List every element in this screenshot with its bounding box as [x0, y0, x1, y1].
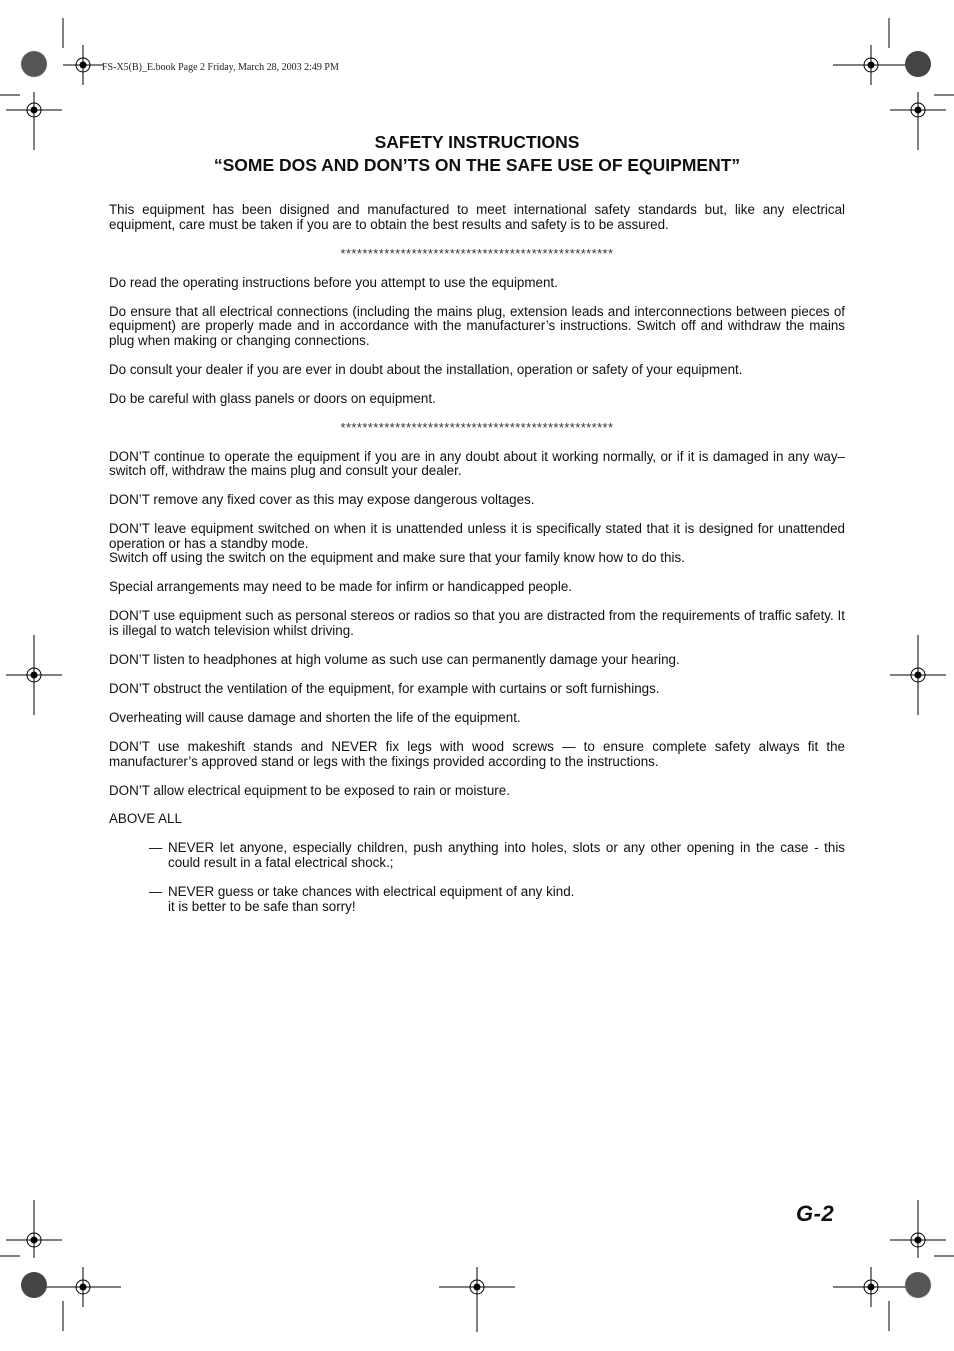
em-dash: — — [149, 884, 163, 900]
above-all-item-text: NEVER let anyone, especially children, push anything into holes, slots or any other opening in the case - this could result in a fatal electrical shock.; — [168, 840, 845, 871]
special-arrangements: Special arrangements may need to be made for infirm or handicapped people. — [109, 579, 572, 595]
dos-item-read: Do read the operating instructions before you attempt to use the equipment. — [109, 274, 558, 290]
title-line-2: “SOME DOS AND DON’TS ON THE SAFE USE OF EQUIPMENT” — [213, 155, 741, 175]
safety-content — [109, 203, 845, 929]
title-line-1: SAFETY INSTRUCTIONS — [374, 132, 580, 152]
donts-headphones: DON’T listen to headphones at high volume as such use can permanently damage your hearing. — [109, 651, 680, 667]
separator-stars: ************************************************** — [340, 246, 614, 261]
switch-off-text: Switch off using the switch on the equipment and make sure that your family know how to do this. — [109, 550, 685, 566]
overheating-note: Overheating will cause damage and shorten the life of the equipment. — [109, 709, 521, 725]
dos-item-glass: Do be careful with glass panels or doors on equipment. — [109, 390, 436, 406]
donts-distracted: DON’T use equipment such as personal stereos or radios so that you are distracted from the requirements of traffic safety. It is illegal to watch television whilst driving. — [109, 608, 845, 638]
page-title — [0, 131, 954, 177]
donts-ventilation: DON’T obstruct the ventilation of the equipment, for example with curtains or soft furnishings. — [109, 680, 660, 696]
above-all-item-text: it is better to be safe than sorry! — [168, 898, 356, 914]
em-dash: — — [149, 840, 163, 856]
donts-moisture: DON’T allow electrical equipment to be exposed to rain or moisture. — [109, 782, 510, 798]
separator-stars: ************************************************** — [340, 420, 614, 435]
file-info-header: FS-X5(B)_E.book Page 2 Friday, March 28, 2003 2:49 PM — [102, 62, 339, 73]
dos-item-connections: Do ensure that all electrical connections (including the mains plug, extension leads and interconnections between pieces of equipment) are properly made and in accordance with the manufacturer’s instructions. Switch off and withdraw the mains plug when making or changing connections. — [109, 303, 845, 348]
donts-stands: DON’T use makeshift stands and NEVER fix legs with wood screws — to ensure complete safety always fit the manufacturer’s approved stand or legs with the fixings provided according to the instructions. — [109, 738, 845, 769]
above-all-item-text: NEVER guess or take chances with electrical equipment of any kind. — [168, 884, 575, 900]
donts-unattended-text: DON’T leave equipment switched on when it is unattended unless it is specifically stated that it is designed for unattended operation or has a standby mode. — [109, 521, 845, 551]
page-number: G-2 — [796, 1201, 835, 1226]
intro-paragraph: This equipment has been disigned and manufactured to meet international safety standards but, like any electrical equipment, care must be taken if you are to obtain the best results and safety is to be assured. — [109, 202, 845, 232]
dos-item-consult: Do consult your dealer if you are ever in doubt about the installation, operation or safety of your equipment. — [109, 361, 743, 377]
donts-cover: DON’T remove any fixed cover as this may expose dangerous voltages. — [109, 492, 535, 508]
above-all-item — [109, 841, 845, 870]
above-all-heading: ABOVE ALL — [109, 811, 182, 827]
donts-unattended — [109, 522, 845, 566]
donts-continue: DON’T continue to operate the equipment if you are in any doubt about it working normally, or if it is damaged in any way–switch off, withdraw the mains plug and consult your dealer. — [109, 448, 845, 479]
above-all-item — [109, 885, 845, 914]
